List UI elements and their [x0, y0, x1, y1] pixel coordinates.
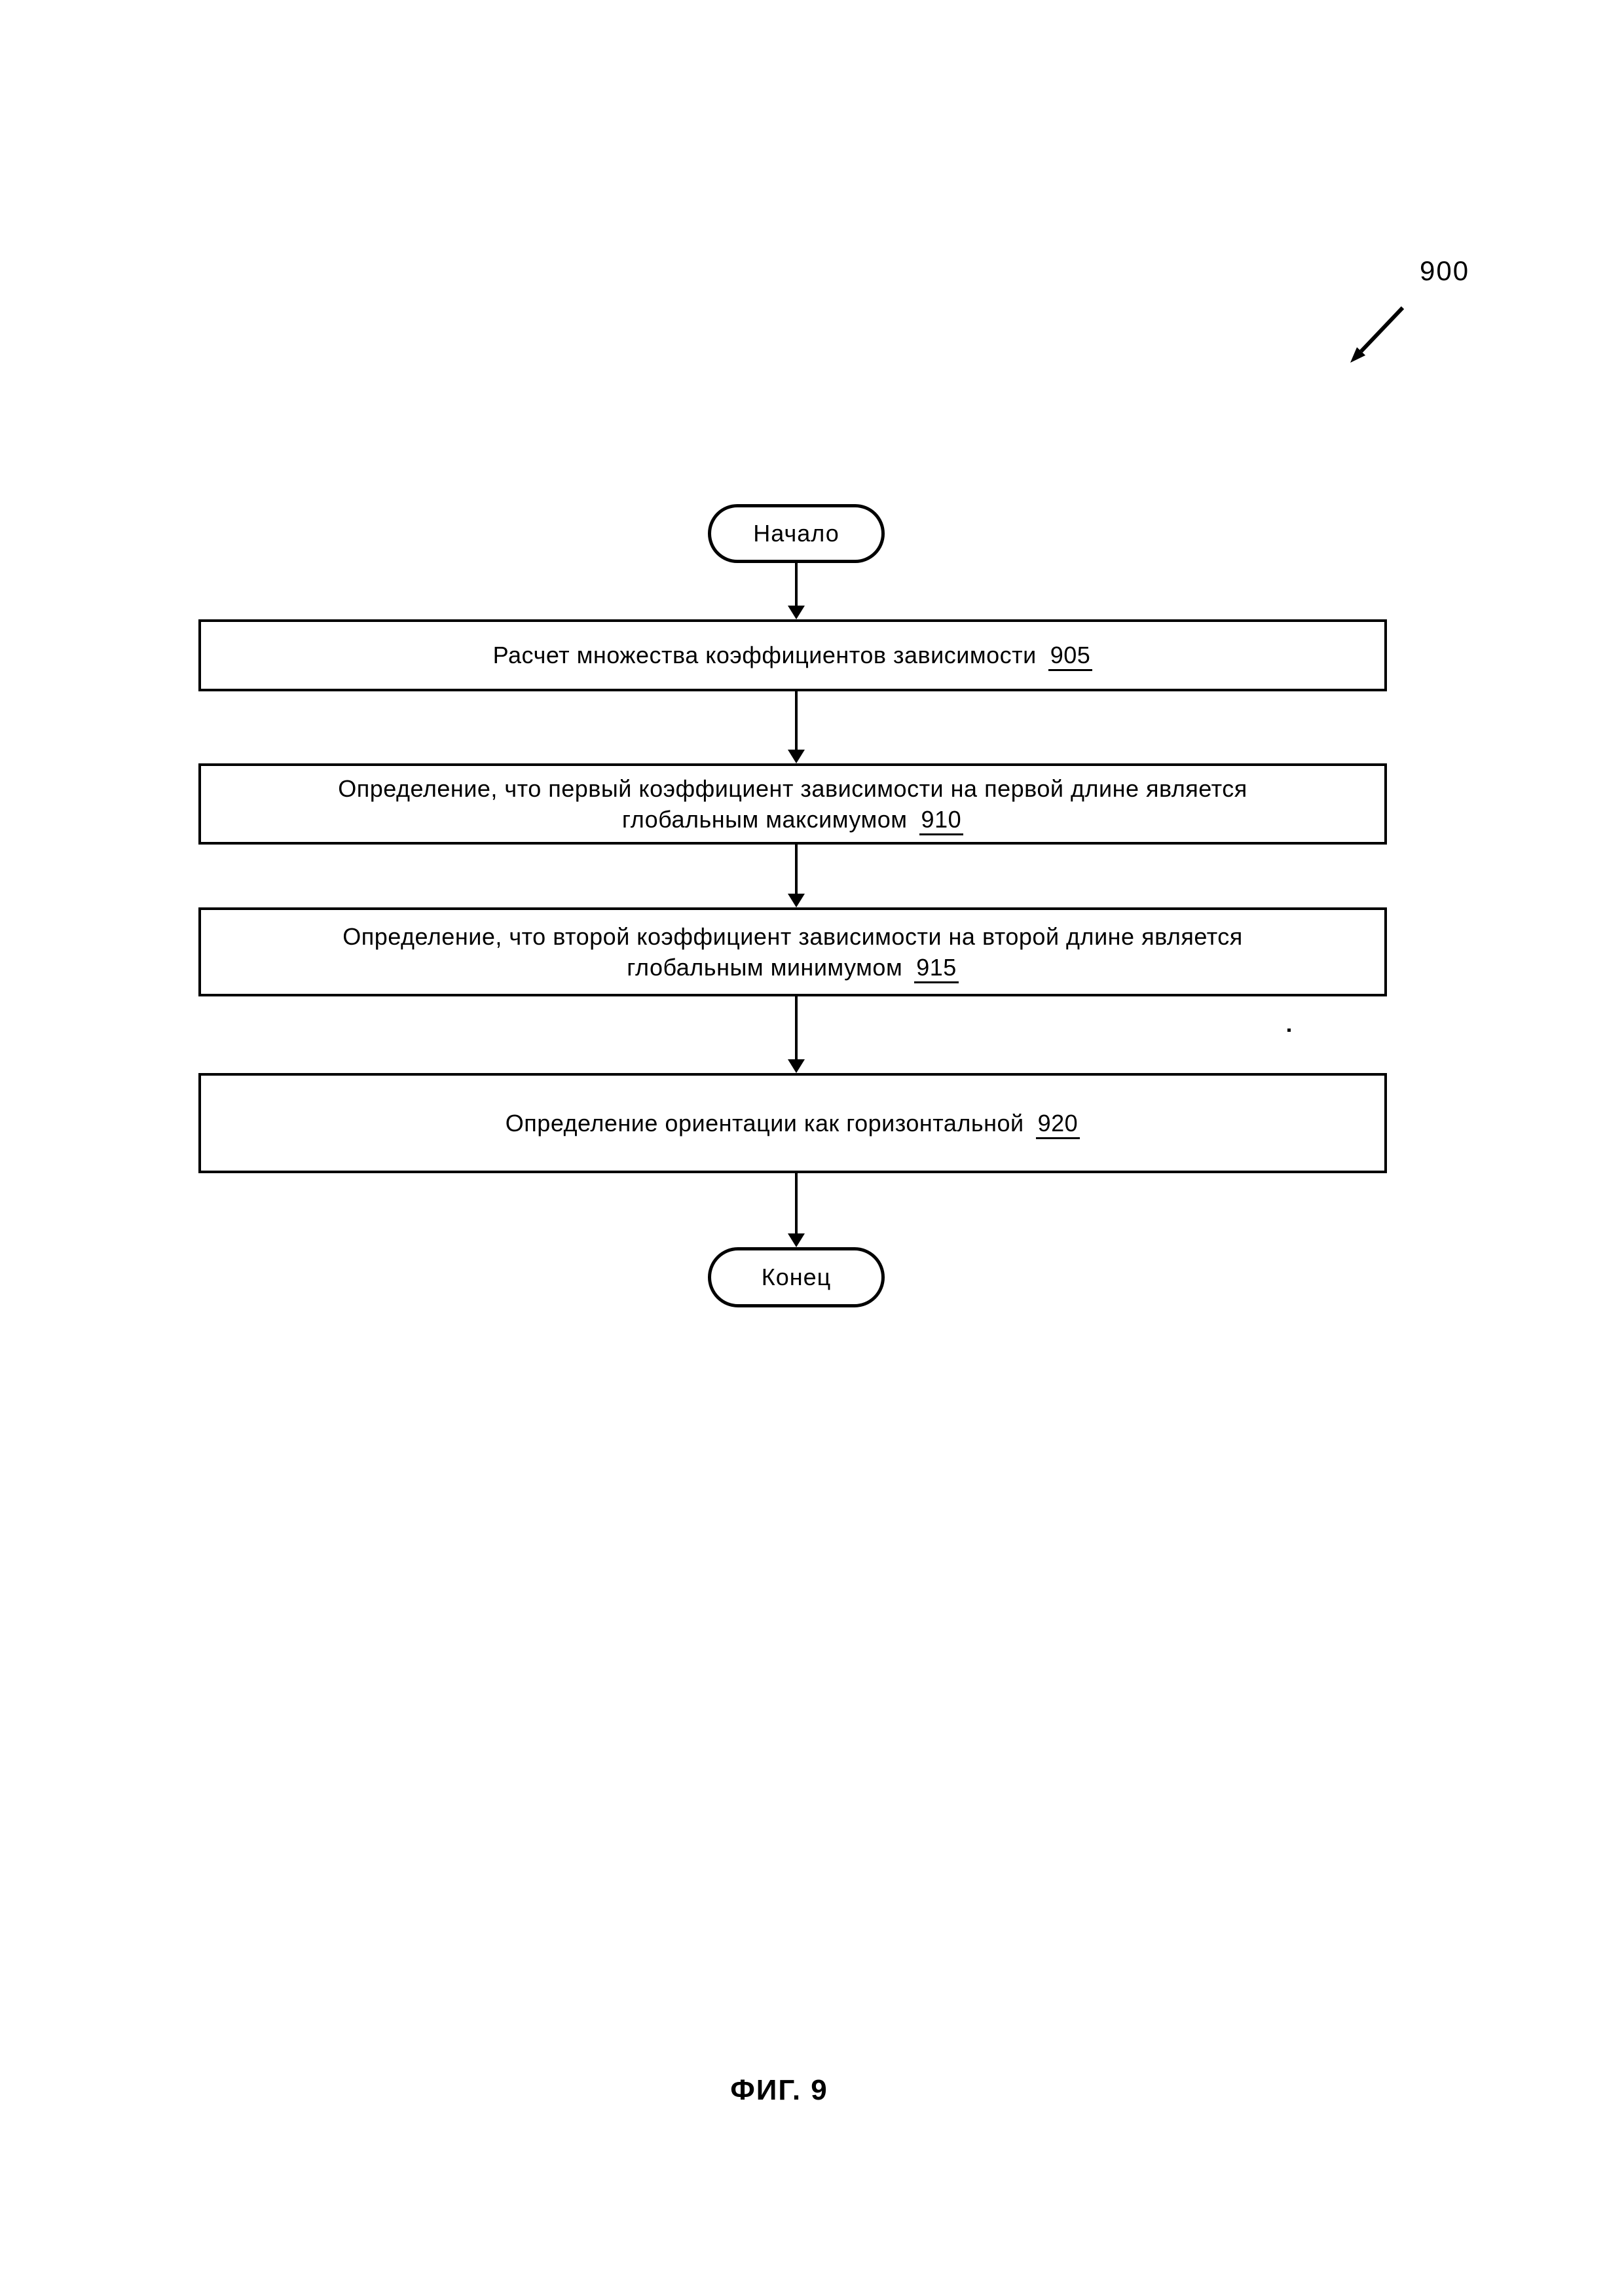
arrow-shaft: [795, 690, 798, 750]
arrow-shaft: [795, 1172, 798, 1234]
step-text-line: [338, 773, 1247, 804]
step-915-reference: 915: [914, 955, 959, 983]
step-text-line: [506, 1108, 1080, 1139]
process-step-915: [198, 907, 1387, 996]
arrow-head-icon: [788, 1059, 805, 1073]
flow-arrow-910-to-915: [788, 843, 805, 907]
step-915-text-line1: Определение, что второй коэффициент зависимости на второй длине является: [342, 922, 1243, 950]
step-text-line: [493, 640, 1093, 671]
step-text-line: [622, 804, 963, 835]
process-step-910: [198, 763, 1387, 845]
end-node-label: Конец: [761, 1264, 832, 1290]
step-915-text-line2: глобальным минимумом: [627, 953, 903, 981]
start-node-label: Начало: [753, 520, 840, 547]
figure-reference-arrow-icon: [1323, 296, 1414, 374]
arrow-head-icon: [788, 894, 805, 907]
flowchart-start-node: [708, 504, 885, 563]
flowchart-end-node: [708, 1247, 885, 1307]
arrow-shaft: [795, 995, 798, 1060]
flow-arrow-start-to-905: [788, 562, 805, 619]
arrow-shaft: [795, 562, 798, 606]
process-step-905: [198, 619, 1387, 691]
arrow-head-icon: [788, 606, 805, 619]
flow-arrow-915-to-920: [788, 995, 805, 1073]
step-910-text-line1: Определение, что первый коэффициент зависимости на первой длине является: [338, 774, 1247, 802]
step-920-reference: 920: [1036, 1110, 1080, 1139]
step-910-reference: 910: [919, 807, 964, 835]
arrow-shaft: [795, 843, 798, 894]
stray-period-mark: [1287, 1029, 1291, 1032]
step-905-reference: 905: [1048, 642, 1093, 671]
figure-caption: ФИГ. 9: [730, 2074, 828, 2106]
arrow-head-icon: [788, 750, 805, 763]
step-text-line: [342, 921, 1243, 952]
step-910-text-line2: глобальным максимумом: [621, 805, 908, 833]
step-text-line: [627, 952, 959, 983]
process-step-920: [198, 1073, 1387, 1173]
step-905-text: Расчет множества коэффициентов зависимости: [492, 642, 1037, 668]
flow-arrow-905-to-910: [788, 690, 805, 763]
figure-reference-number: 900: [1420, 255, 1470, 286]
flow-arrow-920-to-end: [788, 1172, 805, 1247]
arrow-head-icon: [788, 1233, 805, 1247]
step-920-text: Определение ориентации как горизонтальной: [505, 1109, 1024, 1137]
